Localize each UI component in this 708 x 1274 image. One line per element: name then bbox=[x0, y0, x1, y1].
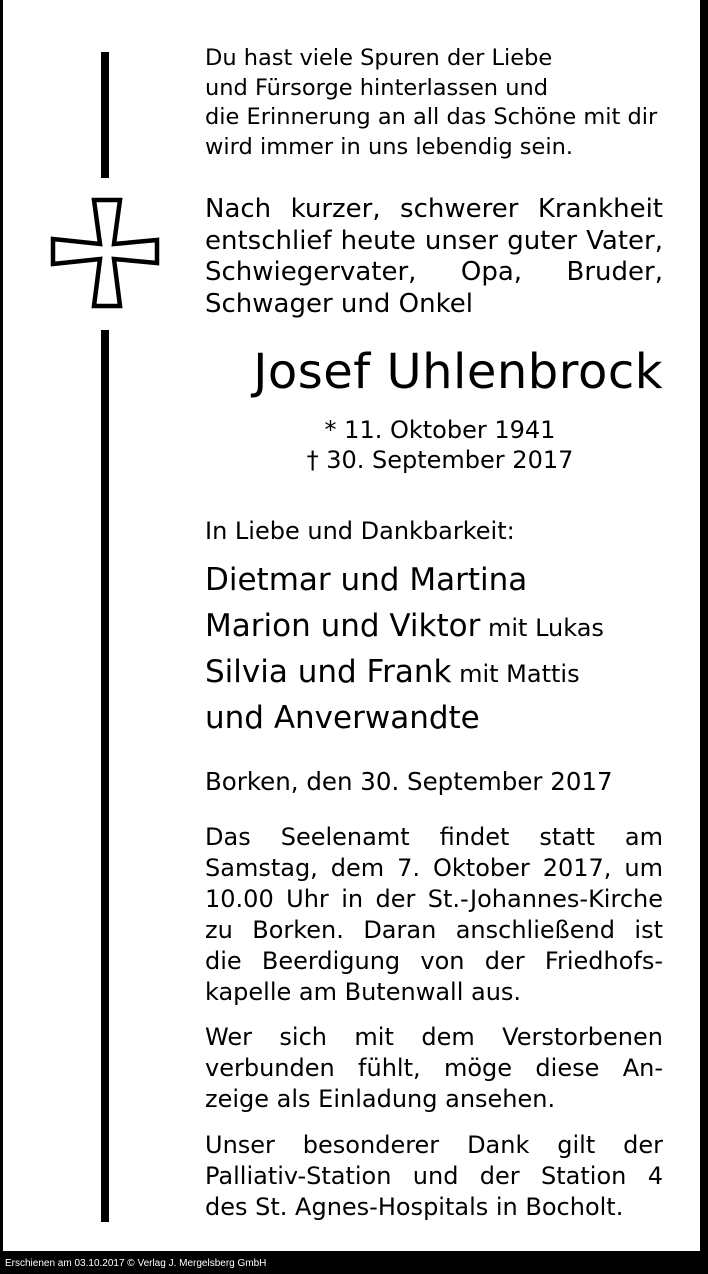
motto-line: wird immer in uns lebendig sein. bbox=[205, 133, 574, 160]
service-line: 10.00 Uhr in der St.-Johannes-Kirche bbox=[205, 885, 663, 913]
vertical-bar-bottom bbox=[101, 330, 109, 1222]
announcement-line: entschlief heute unser guter Vater, bbox=[205, 225, 663, 256]
motto-line: und Fürsorge hinterlassen und bbox=[205, 74, 549, 101]
mourner-extra: mit Mattis bbox=[451, 660, 580, 688]
mourners-intro: In Liebe und Dankbarkeit: bbox=[205, 517, 515, 545]
place-date: Borken, den 30. September 2017 bbox=[205, 767, 613, 796]
mourner-line bbox=[205, 558, 663, 604]
motto-line: die Erinnerung an all das Schöne mit dir bbox=[205, 104, 658, 130]
mourner-names: Silvia und Frank bbox=[205, 654, 452, 690]
invitation-line: Wer sich mit dem Verstorbenen bbox=[205, 1023, 663, 1051]
service-line: kapelle am Butenwall aus. bbox=[205, 978, 522, 1006]
mourner-names: und Anverwandte bbox=[205, 700, 480, 736]
motto bbox=[205, 44, 663, 162]
thanks-line: Palliativ-Station und der Station 4 bbox=[205, 1162, 663, 1190]
service-line: Das Seelenamt findet statt am bbox=[205, 823, 663, 851]
mourner-extra: mit Lukas bbox=[480, 614, 604, 642]
mourners-intro-block bbox=[205, 516, 663, 547]
mourner-names: Marion und Viktor bbox=[205, 608, 481, 644]
life-dates bbox=[205, 415, 663, 475]
invitation-line: verbunden fühlt, möge diese An- bbox=[205, 1054, 663, 1082]
announcement-line: Nach kurzer, schwerer Krankheit bbox=[205, 194, 663, 224]
obituary-notice bbox=[3, 0, 700, 1251]
thanks bbox=[205, 1130, 663, 1223]
service-line: zu Borken. Daran anschließend ist bbox=[205, 916, 663, 944]
announcement bbox=[205, 194, 663, 320]
deceased-name: Josef Uhlenbrock bbox=[253, 344, 663, 400]
mourners-list bbox=[205, 558, 663, 742]
mourner-line bbox=[205, 604, 663, 650]
invitation-line: zeige als Einladung ansehen. bbox=[205, 1085, 556, 1113]
publication-footer: Erschienen am 03.10.2017 © Verlag J. Mergelsberg GmbH bbox=[5, 1258, 267, 1269]
cross-icon bbox=[47, 195, 163, 312]
vertical-bar-top bbox=[101, 52, 109, 178]
thanks-line: des St. Agnes-Hospitals in Bocholt. bbox=[205, 1193, 624, 1221]
mourner-line bbox=[205, 696, 663, 742]
place-date-block bbox=[205, 766, 663, 797]
motto-line: Du hast viele Spuren der Liebe bbox=[205, 45, 553, 71]
invitation bbox=[205, 1022, 663, 1115]
death-date: † 30. September 2017 bbox=[306, 446, 574, 474]
mourner-line bbox=[205, 650, 663, 696]
birth-date: * 11. Oktober 1941 bbox=[324, 416, 556, 444]
announcement-line: Schwager und Onkel bbox=[205, 288, 473, 319]
mourner-names: Dietmar und Martina bbox=[205, 562, 528, 598]
service-line: Samstag, dem 7. Oktober 2017, um bbox=[205, 854, 663, 882]
thanks-line: Unser besonderer Dank gilt der bbox=[205, 1131, 663, 1159]
service-line: die Beerdigung von der Friedhofs- bbox=[205, 947, 663, 975]
service-info bbox=[205, 822, 663, 1008]
announcement-line: Schwiegervater, Opa, Bruder, bbox=[205, 257, 663, 287]
